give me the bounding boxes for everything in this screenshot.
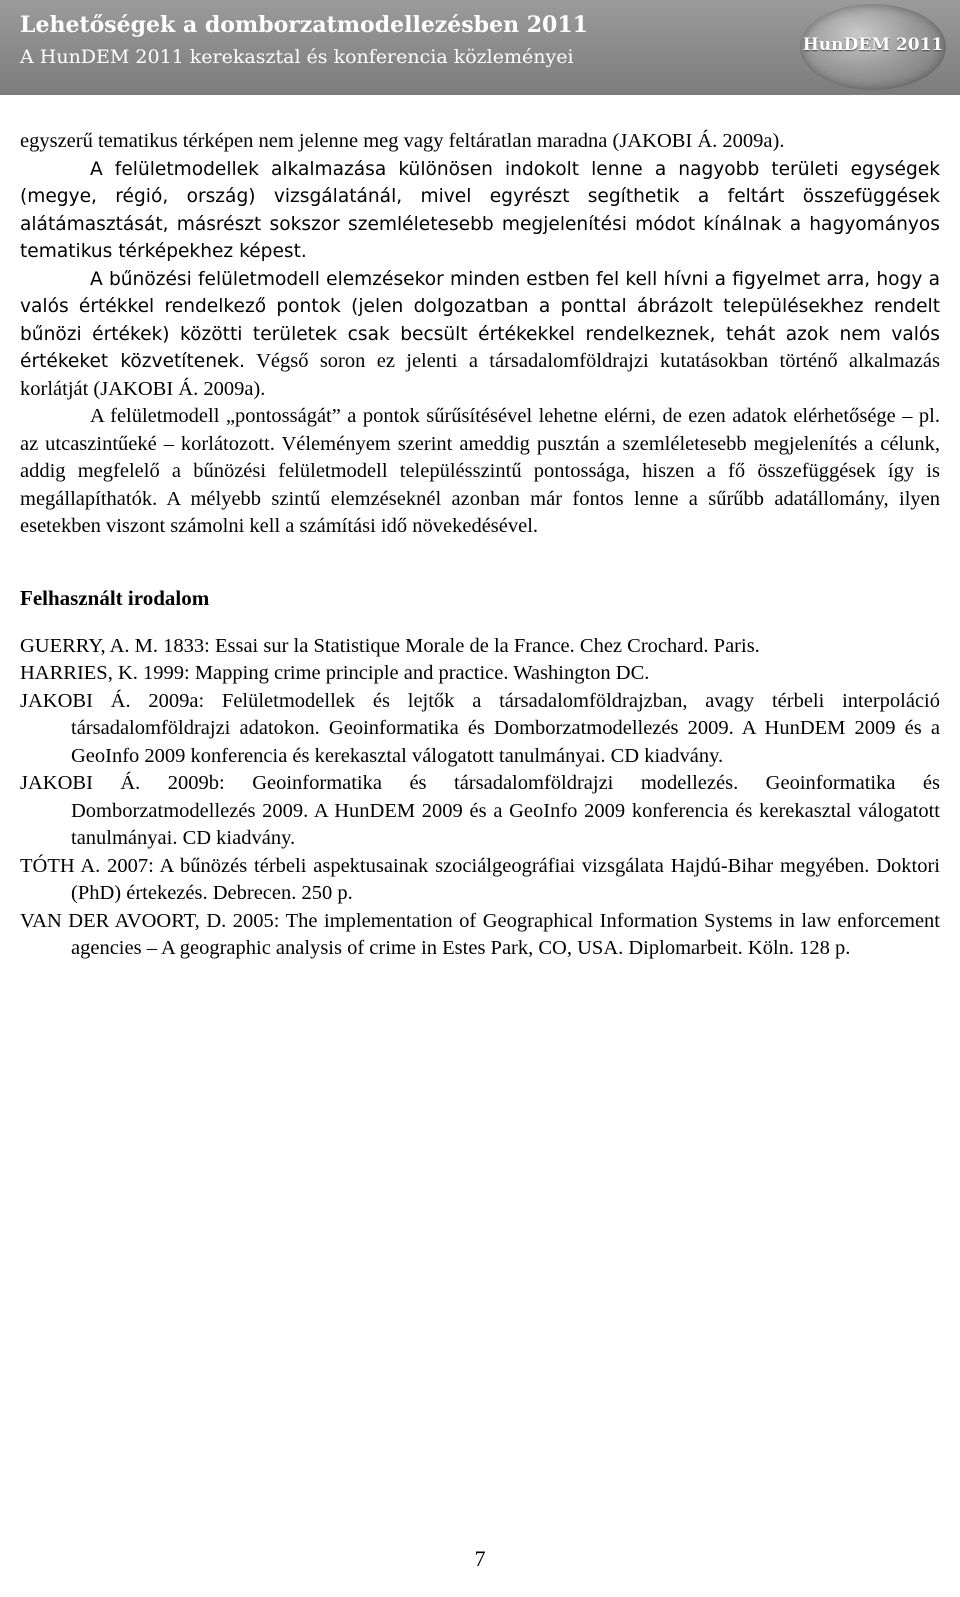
logo-text: HunDEM 2011 [802,35,944,55]
page-header [0,0,960,95]
references-list [20,633,940,963]
paragraph-1: egyszerű tematikus térképen nem jelenne meg vagy feltáratlan maradna (JAKOBI Á. 2009a). [20,130,785,152]
reference-item: VAN DER AVOORT, D. 2005: The implementation of Geographical Information Systems in law enforcement agencies – A geographic analysis of crime in Estes Park, CO, USA. Diplomarbeit. Köln. 128 p. [20,909,940,959]
header-title: Lehetőségek a domborzatmodellezésben 2011 [20,12,588,38]
paragraph-2: A felületmodellek alkalmazása különösen indokolt lenne a nagyobb területi egységek (megye, régió, ország) vizsgálatánál, mivel egyrészt segíthetik a feltárt összefüggések alátámasztását, másrészt sokszor szemléletesebb megjelenítési módot kínálnak a hagyományos tematikus térképekhez képest. [20,158,940,262]
header-subtitle: A HunDEM 2011 kerekasztal és konferencia közleményei [20,46,574,68]
paragraph-3 [20,266,940,404]
paragraph-4: A felületmodell „pontosságát” a pontok sűrűsítésével lehetne elérni, de ezen adatok elérhetősége – pl. az utcaszintűeké – korlátozott. Véleményem szerint ameddig pusztán a szemléletesebb megjelenítés a célunk, addig megfelelő a bűnözési felületmodell településszintű pontossága, hiszen a fő összefüggések így is megállapíthatók. A mélyebb szintű elemzéseknél azonban már fontos lenne a sűrűbb adatállomány, ilyen esetekben viszont számolni kell a számítási idő növekedésével. [20,405,940,537]
reference-item: TÓTH A. 2007: A bűnözés térbeli aspektusainak szociálgeográfiai vizsgálata Hajdú-Bihar megyében. Doktori (PhD) értekezés. Debrecen. 250 p. [20,854,940,904]
references-heading: Felhasznált irodalom [20,585,210,610]
reference-item: HARRIES, K. 1999: Mapping crime principle and practice. Washington DC. [20,662,650,684]
hundem-logo [800,4,946,90]
paragraph-3-serif: Végső soron ez jelenti a társadalomföldrajzi kutatásokban történő alkalmazás korlátját (JAKOBI Á. 2009a). [20,350,940,400]
reference-item: GUERRY, A. M. 1833: Essai sur la Statistique Morale de la France. Chez Crochard. Paris. [20,634,760,657]
page-number: 7 [474,1546,486,1571]
paragraph-3-sans: A bűnözési felületmodell elemzésekor minden estben fel kell hívni a figyelmet arra, hogy a valós értékkel rendelkező pontok (jelen dolgozatban a ponttal ábrázolt településekhez rendelt bűnözi értékek) közötti területek csak becsült értékekkel rendelkeznek, tehát azok nem valós értékeket közvetítenek. [20,268,940,372]
reference-item: JAKOBI Á. 2009b: Geoinformatika és társadalomföldrajzi modellezés. Geoinformatika és Domborzatmodellezés 2009. A HunDEM 2009 és a GeoInfo 2009 konferencia és kerekasztal válogatott tanulmányai. CD kiadvány. [20,772,940,849]
reference-item: JAKOBI Á. 2009a: Felületmodellek és lejtők a társadalomföldrajzban, avagy térbeli interpoláció társadalomföldrajzi adatokon. Geoinformatika és Domborzatmodellezés 2009. A HunDEM 2009 és a GeoInfo 2009 konferencia és kerekasztal válogatott tanulmányai. CD kiadvány. [20,689,940,767]
page-content [20,128,940,963]
